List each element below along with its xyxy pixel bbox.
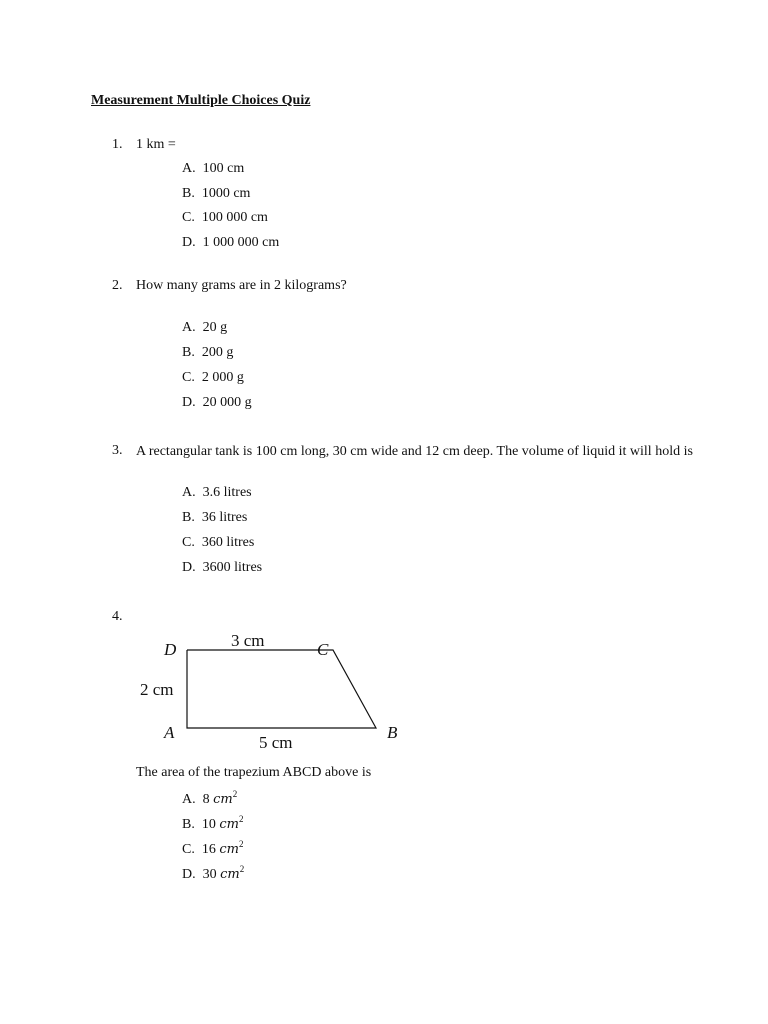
option-text: 100 000 cm bbox=[201, 210, 268, 225]
option-letter: B. bbox=[182, 510, 195, 525]
option-text: 100 cm bbox=[202, 161, 245, 176]
option-text: 1000 cm bbox=[201, 186, 251, 201]
unit-cm: cm bbox=[219, 817, 239, 832]
unit-power: 2 bbox=[232, 789, 238, 799]
option-letter: A. bbox=[182, 485, 196, 500]
option-letter: A. bbox=[182, 792, 196, 807]
side-label-top: 3 cm bbox=[231, 631, 265, 650]
option-text: 36 litres bbox=[201, 510, 248, 525]
option-letter: B. bbox=[182, 817, 195, 832]
option-letter: D. bbox=[182, 867, 196, 882]
option-a bbox=[182, 789, 237, 808]
option-b bbox=[182, 814, 243, 833]
side-label-bottom: 5 cm bbox=[259, 733, 293, 752]
option-a bbox=[182, 320, 227, 336]
option-letter: D. bbox=[182, 235, 196, 250]
vertex-label-a: A bbox=[164, 723, 175, 742]
question-text: A rectangular tank is 100 cm long, 30 cm wide and 12 cm deep. The volume of liquid it will hold is bbox=[136, 444, 693, 459]
option-letter: B. bbox=[182, 186, 195, 201]
option-c bbox=[182, 370, 244, 386]
unit-cm: cm bbox=[219, 842, 239, 857]
option-d bbox=[182, 235, 279, 251]
option-letter: C. bbox=[182, 842, 195, 857]
option-d bbox=[182, 560, 262, 576]
unit-cm: cm bbox=[213, 792, 233, 807]
option-text: 200 g bbox=[201, 345, 234, 360]
option-text: 20 g bbox=[202, 320, 228, 335]
option-a bbox=[182, 161, 244, 177]
option-letter: D. bbox=[182, 560, 196, 575]
option-value: 16 bbox=[201, 842, 216, 857]
option-d bbox=[182, 864, 244, 883]
unit-cm: cm bbox=[220, 867, 240, 882]
option-value: 10 bbox=[201, 817, 216, 832]
vertex-label-b: B bbox=[387, 723, 398, 742]
question-number: 1. bbox=[112, 137, 123, 152]
option-b bbox=[182, 345, 233, 361]
option-text: 1 000 000 cm bbox=[202, 235, 280, 250]
quiz-title: Measurement Multiple Choices Quiz bbox=[91, 93, 311, 108]
option-text: 3600 litres bbox=[202, 560, 263, 575]
option-text: 360 litres bbox=[201, 535, 255, 550]
unit-power: 2 bbox=[239, 864, 245, 874]
option-letter: D. bbox=[182, 395, 196, 410]
unit-power: 2 bbox=[238, 839, 244, 849]
vertex-label-c: C bbox=[317, 640, 329, 659]
option-b bbox=[182, 186, 250, 202]
option-letter: C. bbox=[182, 535, 195, 550]
question-text: The area of the trapezium ABCD above is bbox=[136, 765, 372, 780]
option-c bbox=[182, 210, 268, 226]
question-text: How many grams are in 2 kilograms? bbox=[136, 278, 347, 293]
option-text: 2 000 g bbox=[201, 370, 244, 385]
vertex-label-d: D bbox=[164, 640, 177, 659]
option-d bbox=[182, 395, 252, 411]
question-number: 2. bbox=[112, 278, 123, 293]
option-letter: A. bbox=[182, 161, 196, 176]
option-c bbox=[182, 839, 243, 858]
option-letter: B. bbox=[182, 345, 195, 360]
option-c bbox=[182, 535, 254, 551]
side-label-left: 2 cm bbox=[140, 680, 174, 699]
option-letter: C. bbox=[182, 210, 195, 225]
option-letter: C. bbox=[182, 370, 195, 385]
question-number: 4. bbox=[112, 609, 123, 624]
trapezium-diagram bbox=[130, 622, 420, 757]
question-number: 3. bbox=[112, 443, 123, 458]
trapezium-outline bbox=[187, 650, 376, 728]
option-b bbox=[182, 510, 247, 526]
option-letter: A. bbox=[182, 320, 196, 335]
question-text: 1 km = bbox=[136, 137, 176, 152]
unit-power: 2 bbox=[238, 814, 244, 824]
option-text: 20 000 g bbox=[202, 395, 252, 410]
option-value: 8 bbox=[202, 792, 210, 807]
option-a bbox=[182, 485, 252, 501]
option-text: 3.6 litres bbox=[202, 485, 252, 500]
option-value: 30 bbox=[202, 867, 217, 882]
